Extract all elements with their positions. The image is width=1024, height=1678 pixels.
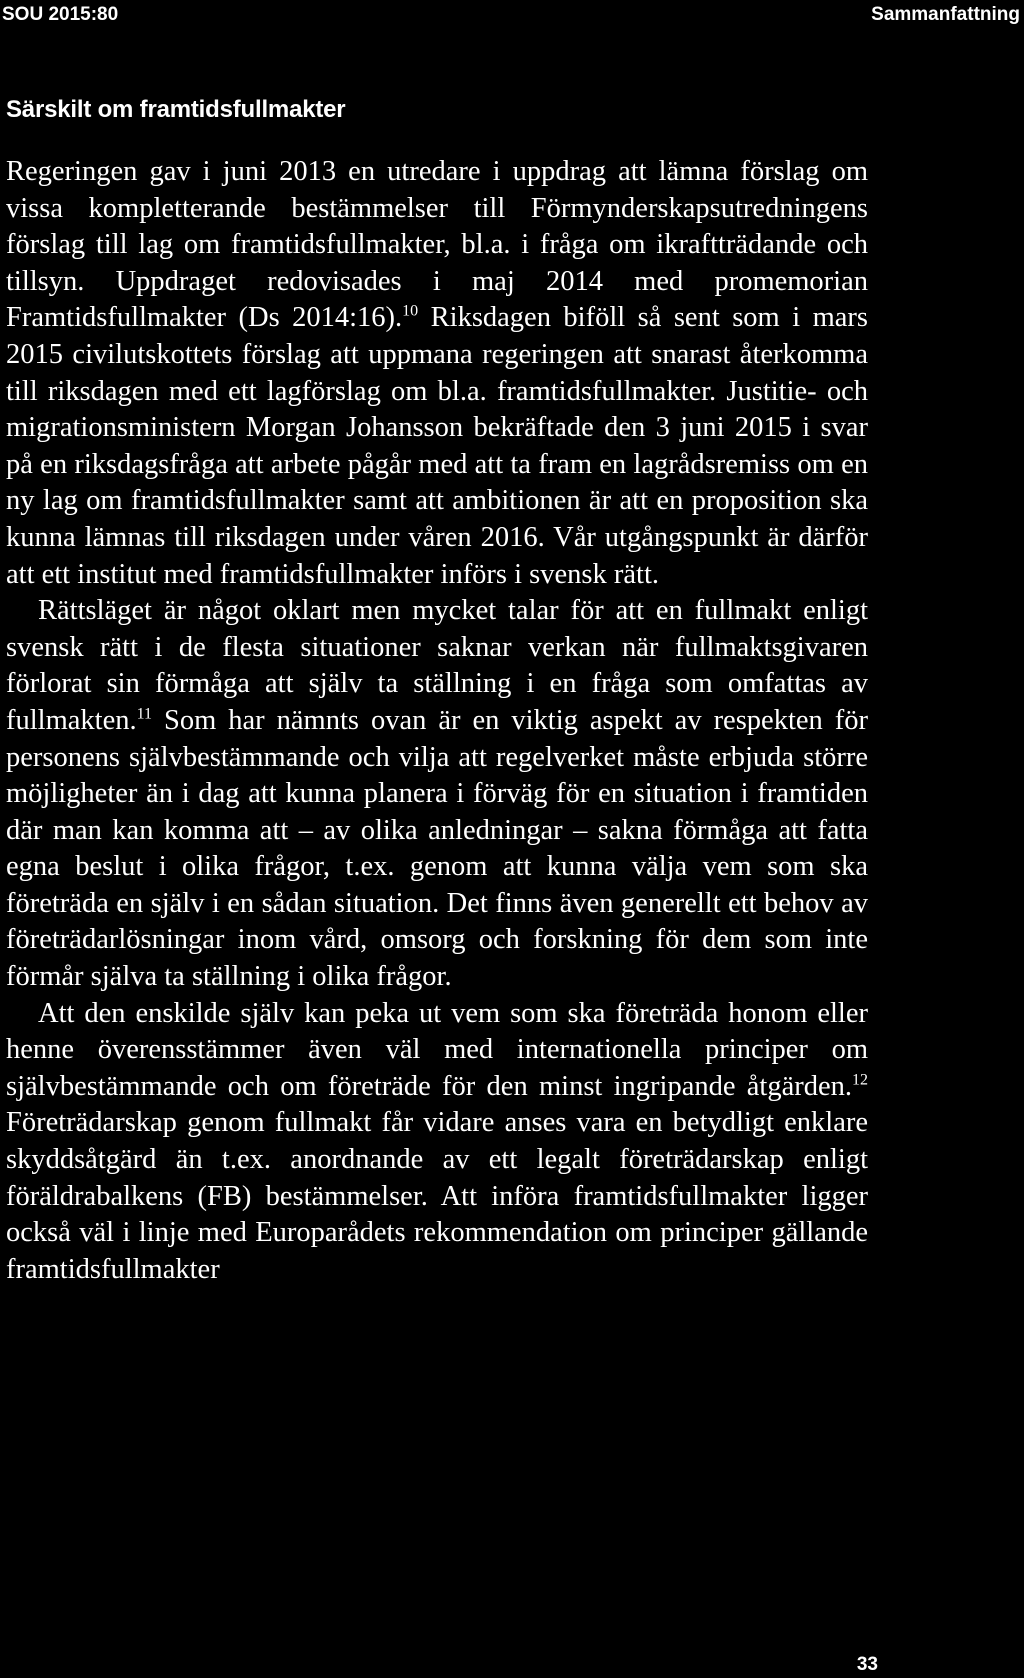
footnote-ref: 10	[402, 302, 419, 320]
paragraph-text: Företrädarskap genom fullmakt får vidare anses vara en betydligt enklare skyddsåtgärd än t.ex. anordnande av ett legalt företrädarskap enligt föräldrabalkens (FB) bestämmelser. Att införa framtidsfullmakter ligger också väl i linje med Europarådets rekommendation om principer gällande framtidsfullmakter	[6, 1107, 868, 1285]
paragraph-text: Regeringen gav i juni 2013 en utredare i uppdrag att lämna förslag om vissa kompletterande bestämmelser till Förmynderskapsutredningens förslag till lag om framtidsfullmakter, bl.a. i fråga om ikraftträdande och tillsyn. Uppdraget redovisades i maj 2014 med promemorian Framtidsfullmakter (Ds 2014:16).	[6, 156, 868, 334]
paragraph	[6, 593, 868, 996]
paragraph-text: Som har nämnts ovan är en viktig aspekt av respekten för personens självbestämmande och vilja att regelverket måste erbjuda större möjligheter än i dag att kunna planera i förväg för en situation i framtiden där man kan komma att – av olika anledningar – sakna förmåga att fatta egna beslut i olika frågor, t.ex. genom att kunna välja vem som ska företräda en själv i en sådan situation. Det finns även generellt ett behov av företrädarlösningar inom vård, omsorg och forskning för dem som inte förmår själva ta ställning i olika frågor.	[6, 704, 868, 993]
section-heading: Särskilt om framtidsfullmakter	[6, 96, 346, 123]
page-number: 33	[856, 1654, 878, 1675]
document-reference: SOU 2015:80	[2, 4, 119, 25]
paragraph-text: Att den enskilde själv kan peka ut vem som ska företräda honom eller henne överensstämmer även väl med internationella principer om självbestämmande och om företräde för den minst ingripande åtgärden.	[6, 997, 868, 1102]
running-header	[0, 4, 1024, 36]
footnote-ref: 11	[136, 705, 152, 723]
chapter-title: Sammanfattning	[871, 4, 1020, 25]
paragraph-text: Rättsläget är något oklart men mycket talar för att en fullmakt enligt svensk rätt i de flesta situationer saknar verkan när fullmaktsgivaren förlorat sin förmåga att själv ta ställning i en fråga som omfattas av fullmakten.	[6, 595, 868, 736]
paragraph	[6, 154, 868, 593]
footnote-ref: 12	[852, 1071, 868, 1089]
paragraph-text: Riksdagen biföll så sent som i mars 2015 civilutskottets förslag att uppmana regeringen att snarast återkomma till riksdagen med ett lagförslag om bl.a. framtidsfullmakter. Justitie- och migrationsministern Morgan Johansson bekräftade den 3 juni 2015 i svar på en riksdagsfråga att arbete pågår med att ta fram en lagrådsremiss om en ny lag om framtidsfullmakter samt att ambitionen är att en proposition ska kunna lämnas till riksdagen under våren 2016. Vår utgångspunkt är därför att ett institut med framtidsfullmakter införs i svensk rätt.	[6, 302, 868, 590]
body-text	[6, 154, 868, 1288]
paragraph	[6, 996, 868, 1289]
